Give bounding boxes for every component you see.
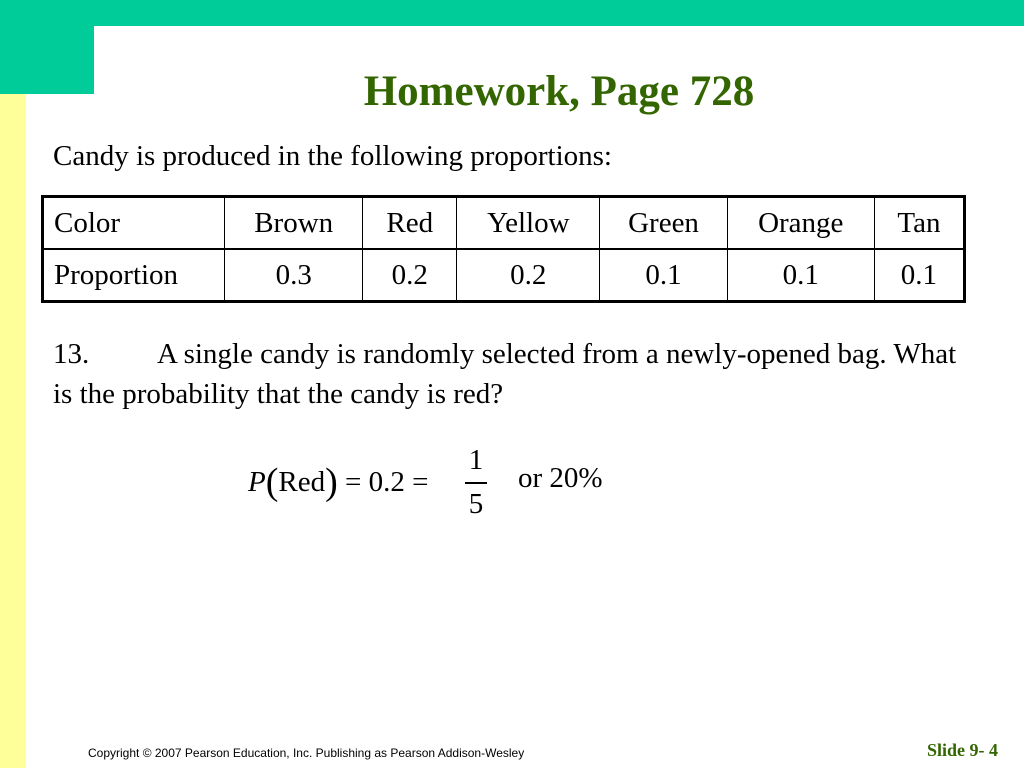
- table-cell-proportion: 0.1: [874, 249, 964, 302]
- table-cell-color: Green: [600, 197, 727, 250]
- corner-accent-block: [0, 0, 94, 94]
- intro-text: Candy is produced in the following proportions:: [53, 140, 612, 172]
- table-cell-color: Orange: [727, 197, 874, 250]
- formula-lhs: [248, 462, 428, 502]
- table-cell-color: Yellow: [457, 197, 600, 250]
- table-cell-proportion: 0.3: [225, 249, 363, 302]
- formula-decimal: 0.2: [368, 466, 405, 498]
- question-number: 13.: [53, 338, 90, 370]
- formula-percent: or 20%: [518, 462, 603, 494]
- fraction-numerator: 1: [468, 444, 484, 476]
- top-accent-bar: [0, 0, 1024, 26]
- copyright-notice: Copyright © 2007 Pearson Education, Inc. Publishing as Pearson Addison-Wesley: [88, 746, 525, 760]
- proportions-table: [41, 195, 966, 303]
- fraction-denominator: 5: [468, 488, 484, 520]
- formula-equals: =: [404, 466, 429, 498]
- slide-title: Homework, Page 728: [363, 68, 755, 115]
- left-accent-bar: [0, 0, 26, 768]
- slide-number: Slide 9- 4: [926, 740, 998, 760]
- question-paragraph: [53, 334, 973, 414]
- formula-equals: =: [337, 466, 369, 498]
- formula-event: Red: [278, 466, 326, 498]
- table-cell-proportion: 0.2: [457, 249, 600, 302]
- table-row-label: Proportion: [43, 249, 225, 302]
- table-header-label: Color: [43, 197, 225, 250]
- table-cell-color: Brown: [225, 197, 363, 250]
- probability-formula: [248, 440, 668, 530]
- formula-p: P: [248, 466, 266, 498]
- formula-close-paren: ): [325, 461, 338, 503]
- table-data-row: [43, 249, 965, 302]
- formula-open-paren: (: [265, 461, 279, 503]
- formula-fraction: [464, 440, 488, 524]
- table-cell-proportion: 0.2: [363, 249, 457, 302]
- table-cell-proportion: 0.1: [600, 249, 727, 302]
- table-header-row: [43, 197, 965, 250]
- table-cell-proportion: 0.1: [727, 249, 874, 302]
- table-cell-color: Red: [363, 197, 457, 250]
- table-cell-color: Tan: [874, 197, 964, 250]
- question-text: A single candy is randomly selected from a newly-opened bag. What is the probability that the candy is red?: [53, 338, 957, 410]
